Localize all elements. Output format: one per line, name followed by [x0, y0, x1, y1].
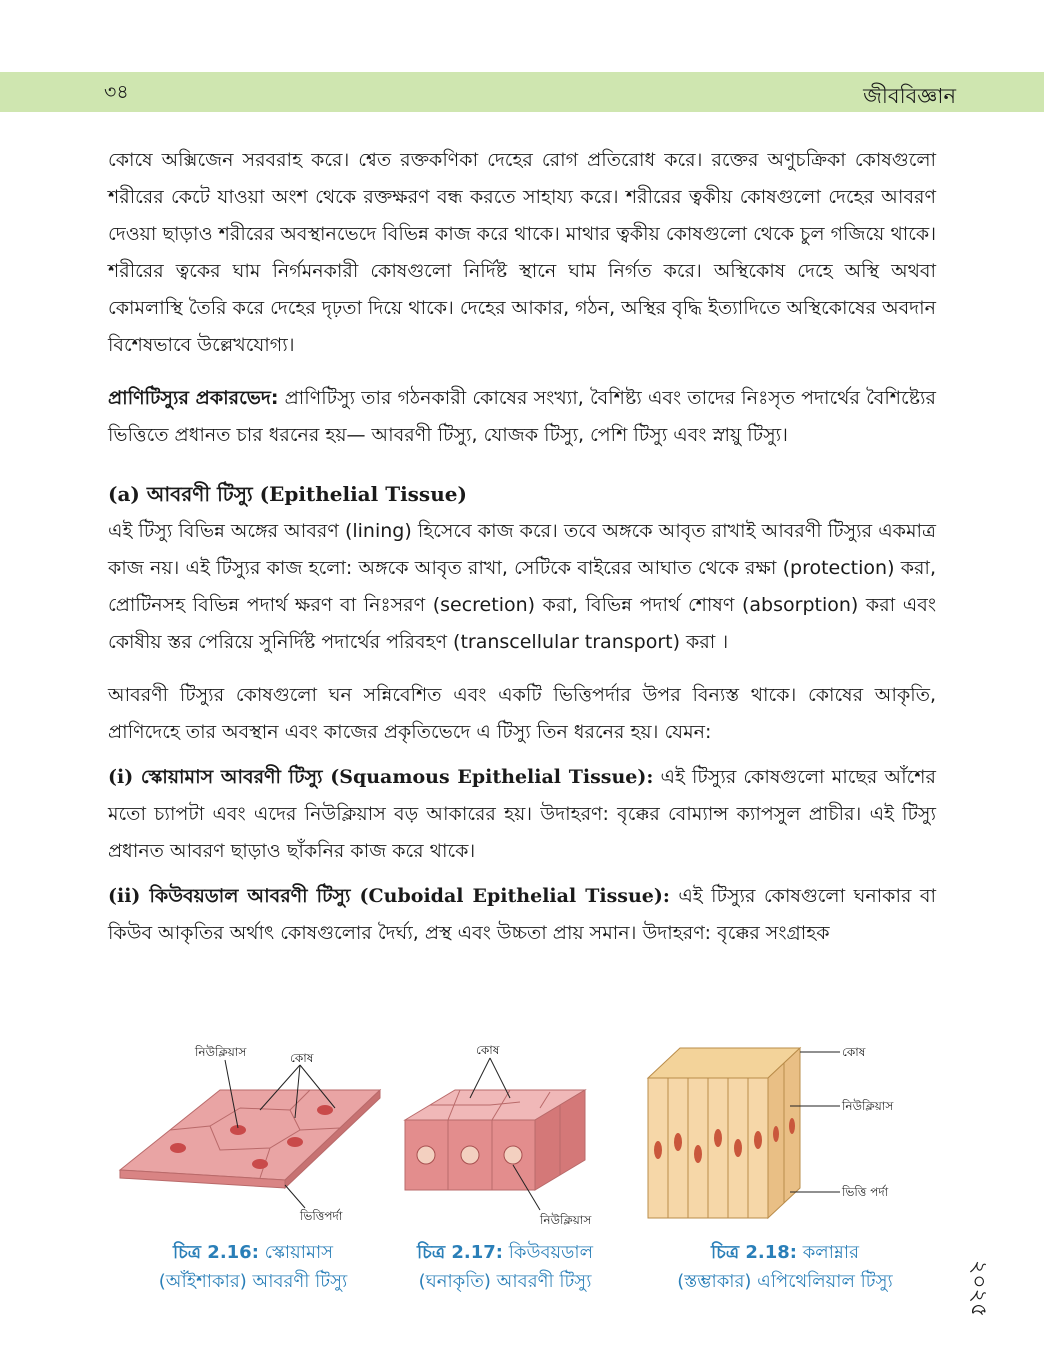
caption-squamous-line1: স্কোয়ামাস: [264, 1242, 334, 1263]
squamous-text: এই টিস্যুর কোষগুলো মাছের আঁশের মতো চ্যাপটা এবং এদের নিউক্লিয়াস বড় আকারের হয়। উদাহরণ: বৃক্কের বোম্যান্স ক্যাপসুল প্রাচীর। এই টিস্যু প্রধানত আবরণ ছাড়াও ছাঁকনির কাজ করে থাকে।: [108, 766, 937, 862]
caption-cuboidal: [400, 1238, 610, 1296]
caption-cuboidal-line1: কিউবয়ডাল: [508, 1242, 593, 1263]
columnar-nucleus-label: নিউক্লিয়াস: [842, 1099, 894, 1113]
caption-columnar: [650, 1238, 920, 1296]
columnar-basement-label: ভিত্তি পর্দা: [842, 1185, 889, 1199]
figure-squamous: [110, 1030, 390, 1230]
paragraph-3: এই টিস্যু বিভিন্ন অঙ্গের আবরণ (lining) হিসেবে কাজ করে। তবে অঙ্গকে আবৃত রাখাই আবরণী টিস্যুর একমাত্র কাজ নয়। এই টিস্যুর কাজ হলো: অঙ্গকে আবৃত রাখা, সেটিকে বাইরের আঘাত থেকে রক্ষা (protection) করা, প্রোটিনসহ বিভিন্ন পদার্থ ক্ষরণ বা নিঃসরণ (secretion) করা, বিভিন্ন পদার্থ শোষণ (absorption) করা এবং কোষীয় স্তর পেরিয়ে সুনির্দিষ্ট পদার্থের পরিবহণ (transcellular transport) করা ।: [108, 520, 936, 653]
figure-cuboidal: [400, 1030, 620, 1230]
subject-title: জীববিজ্ঞান: [863, 84, 956, 108]
caption-columnar-line1: কলাম্নার: [802, 1242, 859, 1263]
caption-squamous-line2: (আঁইশাকার) আবরণী টিস্যু: [158, 1271, 348, 1292]
caption-squamous-number: চিত্র 2.16:: [172, 1242, 259, 1263]
page-number: ৩৪: [104, 81, 129, 103]
caption-squamous: [118, 1238, 388, 1296]
columnar-cell-label: কোষ: [842, 1045, 866, 1059]
figure-columnar: [640, 1030, 920, 1235]
squamous-basement-label: ভিত্তিপর্দা: [300, 1209, 343, 1223]
paragraph-2: [108, 380, 936, 454]
cuboidal-heading: (ii) কিউবয়ডাল আবরণী টিস্যু (Cuboidal Epithelial Tissue):: [108, 885, 670, 907]
paragraph-5: [108, 759, 936, 870]
squamous-heading: (i) স্কোয়ামাস আবরণী টিস্যু (Squamous Epithelial Tissue):: [108, 766, 654, 788]
section-a-title: (a) আবরণী টিস্যু (Epithelial Tissue): [108, 482, 467, 506]
paragraph-6: [108, 878, 936, 952]
squamous-nucleus-label: নিউক্লিয়াস: [195, 1045, 247, 1059]
squamous-cell-label: কোষ: [290, 1051, 314, 1065]
tissue-types-text: প্রাণিটিস্যু তার গঠনকারী কোষের সংখ্যা, বৈশিষ্ট্য এবং তাদের নিঃসৃত পদার্থের বৈশিষ্ট্যের ভিত্তিতে প্রধানত চার ধরনের হয়— আবরণী টিস্যু, যোজক টিস্যু, পেশি টিস্যু এবং স্নায়ু টিস্যু।: [108, 387, 936, 446]
caption-columnar-line2: (স্তম্ভাকার) এপিথেলিয়াল টিস্যু: [677, 1271, 893, 1292]
cuboidal-text: এই টিস্যুর কোষগুলো ঘনাকার বা কিউব আকৃতির অর্থাৎ কোষগুলোর দৈর্ঘ্য, প্রস্থ এবং উচ্চতা প্রায় সমান। উদাহরণ: বৃক্কের সংগ্রাহক: [108, 885, 936, 944]
cuboidal-cell-label: কোষ: [476, 1043, 500, 1057]
caption-cuboidal-number: চিত্র 2.17:: [417, 1242, 503, 1263]
caption-cuboidal-line2: (ঘনাকৃতি) আবরণী টিস্যু: [418, 1271, 592, 1292]
tissue-types-heading: প্রাণিটিস্যুর প্রকারভেদ:: [108, 387, 279, 409]
main-content: [108, 142, 936, 952]
page-header: [0, 72, 1044, 112]
caption-columnar-number: চিত্র 2.18:: [711, 1242, 797, 1263]
cuboidal-nuclei: [417, 1146, 522, 1164]
side-page-number: ২০২৫: [966, 1260, 991, 1318]
cuboidal-nucleus-label: নিউক্লিয়াস: [540, 1213, 592, 1227]
paragraph-4: আবরণী টিস্যুর কোষগুলো ঘন সন্নিবেশিত এবং একটি ভিত্তিপর্দার উপর বিন্যস্ত থাকে। কোষের আকৃতি, প্রাণিদেহে তার অবস্থান এবং কাজের প্রকৃতিভেদে এ টিস্যু তিন ধরনের হয়। যেমন:: [108, 684, 936, 743]
paragraph-1: কোষে অক্সিজেন সরবরাহ করে। শ্বেত রক্তকণিকা দেহের রোগ প্রতিরোধ করে। রক্তের অণুচক্রিকা কোষগুলো শরীরের কেটে যাওয়া অংশ থেকে রক্তক্ষরণ বন্ধ করতে সাহায্য করে। শরীরের ত্বকীয় কোষগুলো দেহের আবরণ দেওয়া ছাড়াও শরীরের অবস্থানভেদে বিভিন্ন কাজ করে থাকে। মাথার ত্বকীয় কোষগুলো থেকে চুল গজিয়ে থাকে। শরীরের ত্বকের ঘাম নির্গমনকারী কোষগুলো নির্দিষ্ট স্থানে ঘাম নির্গত করে। অস্থিকোষ দেহে অস্থি অথবা কোমলাস্থি তৈরি করে দেহের দৃঢ়তা দিয়ে থাকে। দেহের আকার, গঠন, অস্থির বৃদ্ধি ইত্যাদিতে অস্থিকোষের অবদান বিশেষভাবে উল্লেখযোগ্য।: [108, 149, 936, 356]
